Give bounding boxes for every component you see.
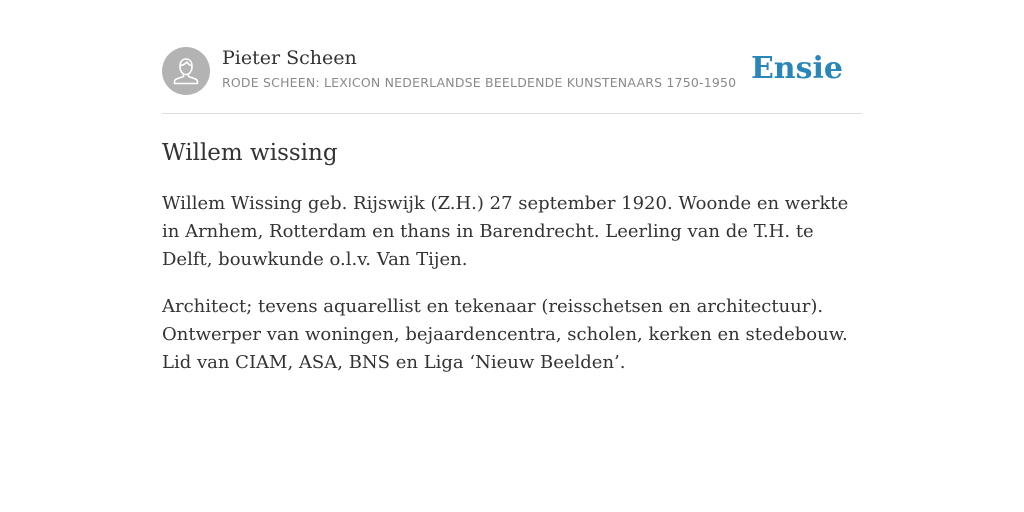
author-name[interactable]: Pieter Scheen [222, 47, 357, 69]
article-header [162, 0, 862, 114]
user-avatar-icon[interactable] [162, 47, 210, 95]
article-card [162, 0, 862, 396]
author-source[interactable]: RODE SCHEEN: LEXICON NEDERLANDSE BEELDENDE KUNSTENAARS 1750-1950 [222, 75, 737, 90]
ensie-logo[interactable]: Ensie [750, 51, 843, 86]
article-body [162, 190, 862, 377]
article-paragraph: Willem Wissing geb. Rijswijk (Z.H.) 27 september 1920. Woonde en werkte in Arnhem, Rotterdam en thans in Barendrecht. Leerling van de T.H. te Delft, bouwkunde o.l.v. Van Tijen. [162, 193, 849, 270]
article-paragraph: Architect; tevens aquarellist en tekenaar (reisschetsen en architectuur). Ontwerper van woningen, bejaardencentra, scholen, kerken en stedebouw. Lid van CIAM, ASA, BNS en Liga ‘Nieuw Beelden’. [162, 296, 848, 373]
article-title: Willem wissing [162, 140, 338, 166]
